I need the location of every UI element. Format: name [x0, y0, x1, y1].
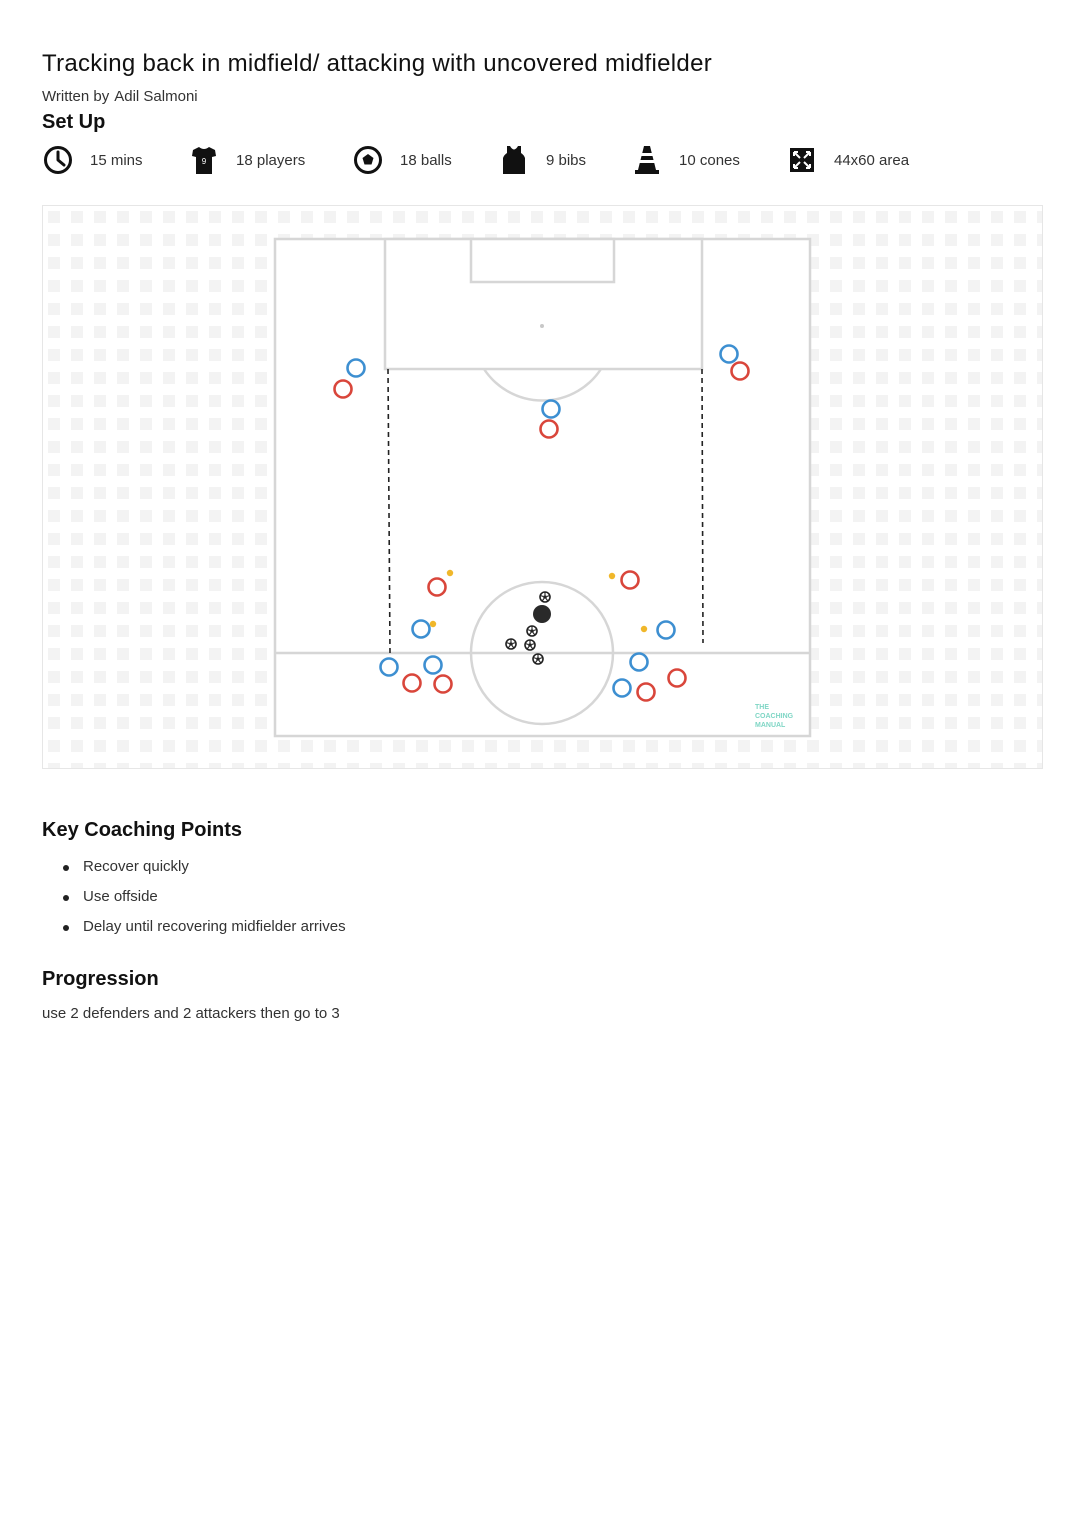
list-item [42, 885, 346, 915]
bullet-icon [63, 925, 69, 931]
area-icon [786, 144, 818, 176]
setup-heading: Set Up [42, 111, 106, 133]
ball-marker [533, 654, 543, 664]
author-line [42, 88, 198, 105]
watermark-line: THE [755, 704, 769, 711]
key-points-heading: Key Coaching Points [42, 819, 243, 841]
cone-marker [447, 570, 453, 576]
players-text: 18 players [236, 151, 306, 169]
clock-icon [42, 144, 74, 176]
key-point-text: Delay until recovering midfielder arrives [83, 918, 346, 935]
equipment-cones [631, 144, 740, 176]
pitch-svg [43, 206, 1043, 769]
watermark-line: COACHING [755, 713, 794, 720]
key-points-list [42, 855, 346, 945]
ball-marker [525, 640, 535, 650]
shirt-icon [188, 144, 220, 176]
key-point-text: Recover quickly [83, 858, 189, 875]
equipment-duration [42, 144, 143, 176]
bullet-icon [63, 865, 69, 871]
author-label: Written by [42, 88, 110, 105]
list-item [42, 915, 346, 945]
watermark-line: MANUAL [755, 722, 786, 729]
cone-marker [430, 621, 436, 627]
ball-icon [352, 144, 384, 176]
progression-text: use 2 defenders and 2 attackers then go to 3 [42, 1005, 340, 1022]
area-text: 44x60 area [834, 151, 910, 169]
equipment-players [188, 144, 305, 176]
drill-diagram [42, 205, 1043, 769]
coach-marker [533, 605, 551, 623]
key-point-text: Use offside [83, 888, 158, 905]
bibs-text: 9 bibs [546, 151, 587, 169]
bib-icon [498, 144, 530, 176]
progression-heading: Progression [42, 968, 159, 990]
cone-marker [609, 573, 615, 579]
cone-icon [631, 144, 663, 176]
list-item [42, 855, 346, 885]
ball-marker [506, 639, 516, 649]
ball-marker [540, 592, 550, 602]
balls-text: 18 balls [400, 151, 452, 169]
duration-text: 15 mins [90, 151, 143, 169]
goal-area [471, 239, 614, 282]
equipment-bibs [498, 144, 586, 176]
ball-marker [527, 626, 537, 636]
author-name: Adil Salmoni [114, 88, 198, 105]
penalty-spot [540, 324, 544, 328]
shirt-number: 9 [201, 157, 207, 166]
cone-marker [641, 626, 647, 632]
cones-text: 10 cones [679, 151, 740, 169]
page-title: Tracking back in midfield/ attacking with uncovered midfielder [42, 50, 713, 77]
equipment-area [786, 144, 909, 176]
equipment-balls [352, 144, 452, 176]
bullet-icon [63, 895, 69, 901]
